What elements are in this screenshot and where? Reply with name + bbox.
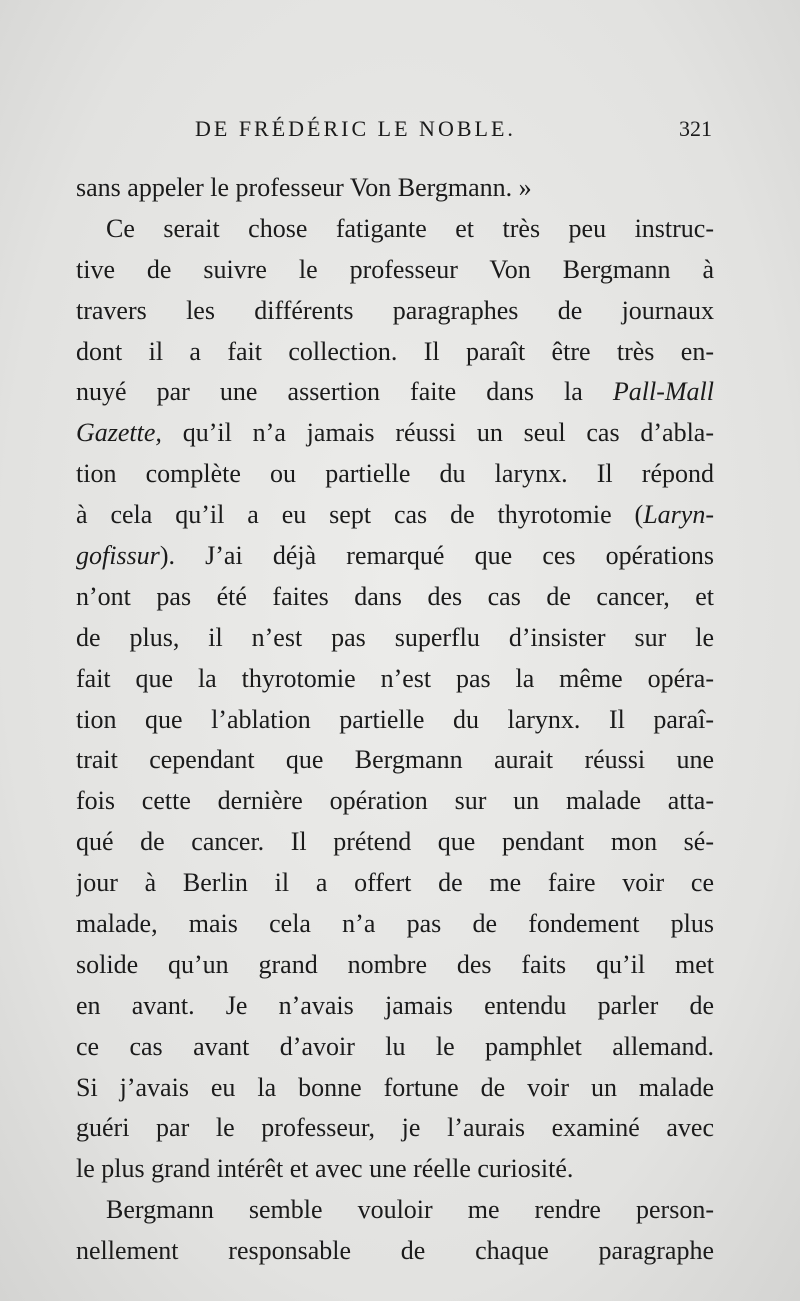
text-line: fois cette dernière opération sur un malade atta-	[76, 786, 714, 816]
text-segment: à cela qu’il a eu sept cas de thyrotomie (	[76, 500, 644, 530]
text-line: sans appeler le professeur Von Bergmann. »	[76, 173, 532, 202]
text-line: Bergmann semble vouloir me rendre person-	[106, 1195, 714, 1225]
text-line: tive de suivre le professeur Von Bergmann à	[76, 254, 714, 284]
text-line: qué de cancer. Il prétend que pendant mon sé-	[76, 827, 714, 857]
text-line: solide qu’un grand nombre des faits qu’il met	[76, 949, 714, 979]
text-line: dont il a fait collection. Il paraît être très en-	[76, 336, 714, 366]
text-line: malade, mais cela n’a pas de fondement plus	[76, 909, 714, 939]
text-line	[76, 536, 714, 577]
text-line: travers les différents paragraphes de journaux	[76, 295, 714, 325]
italic-text: Laryn-	[643, 500, 714, 530]
text-line: jour à Berlin il a offert de me faire voir ce	[76, 868, 714, 898]
page-number: 321	[679, 116, 712, 141]
text-line	[76, 495, 714, 536]
text-line: le plus grand intérêt et avec une réelle curiosité.	[76, 1154, 574, 1184]
italic-text: gofissur	[76, 541, 160, 571]
text-line: Si j’avais eu la bonne fortune de voir un malade	[76, 1072, 714, 1102]
text-segment: nuyé par une assertion faite dans la	[76, 377, 613, 407]
text-segment: ). J’ai déjà remarqué que ces opérations	[159, 541, 714, 571]
text-line	[76, 413, 714, 454]
text-line: guéri par le professeur, je l’aurais examiné avec	[76, 1113, 714, 1143]
page-header	[195, 116, 712, 146]
text-line: en avant. Je n’avais jamais entendu parler de	[76, 990, 714, 1020]
running-title: DE FRÉDÉRIC LE NOBLE.	[195, 116, 516, 141]
text-line: trait cependant que Bergmann aurait réussi une	[76, 745, 714, 775]
text-line: ce cas avant d’avoir lu le pamphlet allemand.	[76, 1031, 714, 1061]
italic-text: Pall-Mall	[612, 377, 714, 407]
text-line: fait que la thyrotomie n’est pas la même opéra-	[76, 663, 714, 693]
text-line: tion que l’ablation partielle du larynx. Il paraî-	[76, 704, 714, 734]
text-line	[76, 372, 714, 413]
text-line: tion complète ou partielle du larynx. Il répond	[76, 459, 714, 489]
text-line: nellement responsable de chaque paragraphe	[76, 1236, 714, 1266]
text-line: de plus, il n’est pas superflu d’insister sur le	[76, 622, 714, 652]
italic-text: Gazette,	[76, 418, 162, 448]
text-line: n’ont pas été faites dans des cas de cancer, et	[76, 581, 714, 611]
body-text	[76, 168, 714, 1272]
text-segment: qu’il n’a jamais réussi un seul cas d’abla-	[161, 418, 714, 448]
text-line: Ce serait chose fatigante et très peu instruc-	[106, 213, 714, 243]
